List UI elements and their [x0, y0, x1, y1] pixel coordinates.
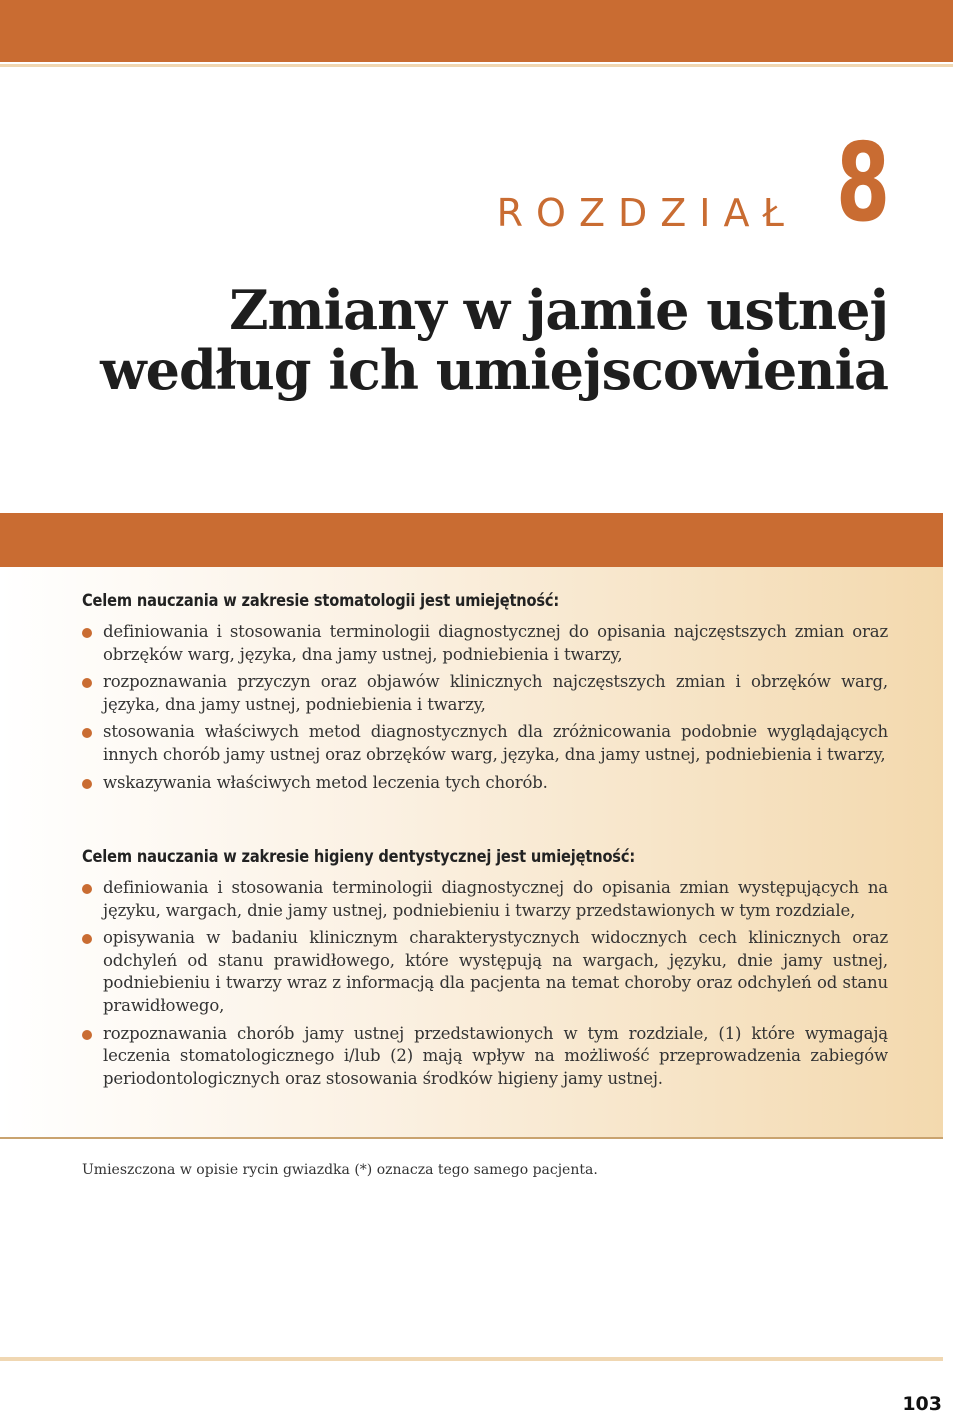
objectives-list [82, 877, 888, 1090]
top-band-divider [0, 64, 953, 67]
objectives-box-bottom-border [0, 1137, 943, 1139]
list-item-text: rozpoznawania przyczyn oraz objawów klinicznych najczęstszych zmian i obrzęków warg, języka, dna jamy ustnej, podniebienia i twarzy, [103, 672, 888, 714]
list-item-text: definiowania i stosowania terminologii diagnostycznej do opisania najczęstszych zmian oraz obrzęków warg, języka, dna jamy ustnej, podniebienia i twarzy, [103, 622, 888, 664]
chapter-title-line-2: według ich umiejscowienia [100, 338, 888, 402]
list-item-text: wskazywania właściwych metod leczenia tych chorób. [103, 772, 548, 792]
page-number: 103 [902, 1393, 942, 1415]
list-item-text: opisywania w badaniu klinicznym charakterystycznych widocznych cech klinicznych oraz odchyleń od stanu prawidłowego, które występują na wargach, języku, dnie jamy ustnej, podniebieniu i twarzy wraz z informacją dla pacjenta na temat choroby oraz odchyleń od stanu prawidłowego, [103, 928, 888, 1015]
bullet-dot-icon [82, 779, 92, 789]
objectives-section-dental-hygiene [82, 847, 888, 1095]
figure-note: Umieszczona w opisie rycin gwiazdka (*) oznacza tego samego pacjenta. [82, 1162, 598, 1178]
list-item [82, 1023, 888, 1091]
list-item [82, 671, 888, 716]
chapter-heading [496, 121, 890, 246]
list-item [82, 721, 888, 766]
list-item [82, 772, 888, 795]
list-item-text: rozpoznawania chorób jamy ustnej przedstawionych w tym rozdziale, (1) które wymagają leczenia stomatologicznego i/lub (2) mają wpływ na możliwość przeprowadzenia zabiegów periodontologicznych oraz stosowania środków higieny jamy ustnej. [103, 1023, 888, 1088]
bullet-dot-icon [82, 628, 92, 638]
list-item [82, 927, 888, 1017]
section-heading: Celem nauczania w zakresie higieny dentystycznej jest umiejętność: [82, 847, 636, 867]
chapter-number: 8 [835, 121, 890, 246]
section-heading: Celem nauczania w zakresie stomatologii jest umiejętność: [82, 591, 560, 611]
list-item-text: stosowania właściwych metod diagnostycznych dla zróżnicowania podobnie wyglądających innych chorób jamy ustnej oraz obrzęków warg, języka, dna jamy ustnej, podniebienia i twarzy, [103, 722, 888, 764]
objectives-section-dentistry [82, 591, 888, 799]
top-color-band [0, 0, 953, 62]
list-item [82, 877, 888, 922]
chapter-title-line-1: Zmiany w jamie ustnej [229, 278, 888, 342]
objectives-list [82, 621, 888, 794]
bullet-dot-icon [82, 728, 92, 738]
bullet-dot-icon [82, 1030, 92, 1040]
chapter-title [100, 280, 888, 400]
bullet-dot-icon [82, 678, 92, 688]
bullet-dot-icon [82, 934, 92, 944]
bullet-dot-icon [82, 884, 92, 894]
chapter-label: ROZDZIAŁ [496, 191, 797, 235]
list-item [82, 621, 888, 666]
list-item-text: definiowania i stosowania terminologii diagnostycznej do opisania zmian występujących na języku, wargach, dnie jamy ustnej, podniebieniu i twarzy przedstawionych w tym rozdziale, [103, 878, 888, 920]
objectives-header-band [0, 513, 943, 567]
bottom-divider [0, 1357, 943, 1361]
